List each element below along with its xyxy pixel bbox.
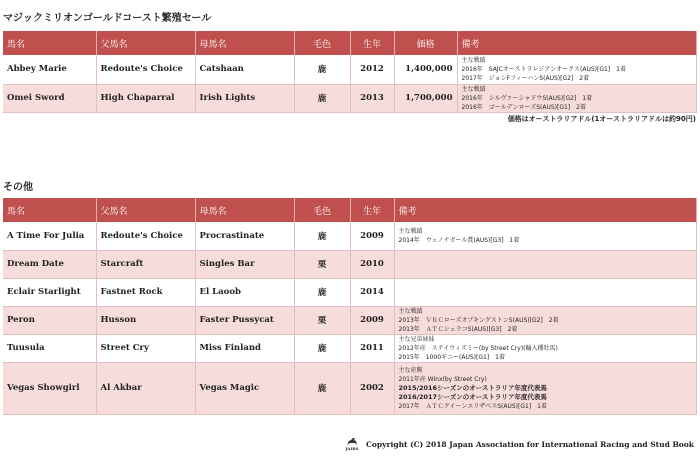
remark-line: 主な戦績 [398,227,423,235]
copyright-text: Copyright (C) 2018 Japan Association for International Racing and Stud Book [365,439,694,449]
table-row [3,250,697,278]
horse-name: Abbey Marie [3,55,96,84]
coat-color: 鹿 [294,362,350,414]
column-header: 生年 [350,198,394,222]
horse-icon [346,437,358,446]
column-header: 毛色 [294,198,350,222]
dam-name: Miss Finland [195,334,294,362]
remarks-cell [394,222,697,250]
birth-year: 2010 [350,250,394,278]
remark-line: 2013年 ＡＴＣシェラコS(AUS)[G3] 2着 [398,325,518,333]
birth-year: 2012 [350,55,394,84]
price-note: 価格はオーストラリアドル(1オーストラリアドルは約90円) [507,115,696,123]
sire-name: Street Cry [96,334,195,362]
footer [344,437,694,451]
horse-name: Omei Sword [3,84,96,112]
remark-line: 2016年 ゴールデンローズS(AUS)[G1] 2着 [461,103,586,111]
birth-year: 2002 [350,362,394,414]
table-row [3,222,697,250]
coat-color: 栗 [294,306,350,334]
price: 1,700,000 [394,84,457,112]
dam-name: Vegas Magic [195,362,294,414]
column-header: 備考 [394,198,697,222]
remark-line: 2016年 シルヴァーシャドウS(AUS)[G2] 1着 [461,94,593,102]
coat-color: 鹿 [294,334,350,362]
column-header: 母馬名 [195,198,294,222]
remark-line: 2017年 ジョンFフィーハンS(AUS)[G2] 2着 [461,74,590,82]
remarks-cell [394,334,697,362]
remark-line: 2012年産 ステイウィズミー(by Street Cry)(輸入種牡馬) [398,344,558,352]
remark-line: 主な戦績 [398,307,423,315]
remark-line: 主な兄弟姉妹 [398,335,435,343]
dam-name: Singles Bar [195,250,294,278]
jairs-logo [344,437,360,451]
sire-name: High Chaparral [96,84,195,112]
dam-name: Faster Pussycat [195,306,294,334]
remarks-cell [394,362,697,414]
other-section-title: その他 [3,182,33,193]
other-table [3,198,697,415]
remarks-cell [394,278,697,306]
table-row [3,278,697,306]
logo-text: JAIRS [345,446,359,451]
column-header: 毛色 [294,31,350,55]
horse-name: A Time For Julia [3,222,96,250]
remark-line: 主な戦績 [461,56,486,64]
remark-line: 2017年 ＡＴＣクイーンエリザベスS(AUS)[G1] 1着 [398,402,547,410]
column-header: 馬名 [3,198,96,222]
remark-line: 主な戦績 [461,85,486,93]
horse-name: Eclair Starlight [3,278,96,306]
table-row [3,334,697,362]
remark-line: 主な産駒 [398,366,423,374]
remark-line: 2011年産 Winx(by Street Cry) [398,375,487,383]
remark-line: 2016年 SAJCオーストラレジアンオークス(AUS)[G1] 1着 [461,65,626,73]
sale-table [3,31,697,113]
birth-year: 2014 [350,278,394,306]
remark-line: 2016/2017シーズンのオーストラリア年度代表馬 [398,392,547,401]
remark-line: 2015/2016シーズンのオーストラリア年度代表馬 [398,383,547,392]
column-header: 備考 [457,31,697,55]
remark-line: 2014年 ウェノナガール賞(AUS)[G3] 1着 [398,236,520,244]
birth-year: 2009 [350,306,394,334]
horse-name: Vegas Showgirl [3,362,96,414]
table-row [3,84,697,112]
birth-year: 2009 [350,222,394,250]
column-header: 生年 [350,31,394,55]
coat-color: 鹿 [294,278,350,306]
remarks-cell [457,84,697,112]
horse-name: Dream Date [3,250,96,278]
column-header: 父馬名 [96,31,195,55]
dam-name: Procrastinate [195,222,294,250]
sire-name: Redoute's Choice [96,222,195,250]
table-row [3,306,697,334]
sire-name: Fastnet Rock [96,278,195,306]
sale-section-title: マジックミリオンゴールドコースト繁殖セール [3,13,212,24]
sire-name: Redoute's Choice [96,55,195,84]
column-header: 馬名 [3,31,96,55]
horse-name: Tuusula [3,334,96,362]
remark-line: 2013年 ＶＲＣローズオブキングストンS(AUS)[G2] 2着 [398,316,559,324]
remarks-cell [394,250,697,278]
birth-year: 2013 [350,84,394,112]
coat-color: 鹿 [294,55,350,84]
coat-color: 鹿 [294,222,350,250]
dam-name: El Laoob [195,278,294,306]
sire-name: Husson [96,306,195,334]
coat-color: 栗 [294,250,350,278]
column-header: 価格 [394,31,457,55]
table-row [3,362,697,414]
remarks-cell [457,55,697,84]
dam-name: Irish Lights [195,84,294,112]
dam-name: Catshaan [195,55,294,84]
sire-name: Starcraft [96,250,195,278]
birth-year: 2011 [350,334,394,362]
column-header: 母馬名 [195,31,294,55]
coat-color: 鹿 [294,84,350,112]
price: 1,400,000 [394,55,457,84]
sire-name: Al Akbar [96,362,195,414]
column-header: 父馬名 [96,198,195,222]
table-row [3,55,697,84]
remark-line: 2015年 1000ギニー(AUS)[G1] 1着 [398,353,505,361]
horse-name: Peron [3,306,96,334]
remarks-cell [394,306,697,334]
